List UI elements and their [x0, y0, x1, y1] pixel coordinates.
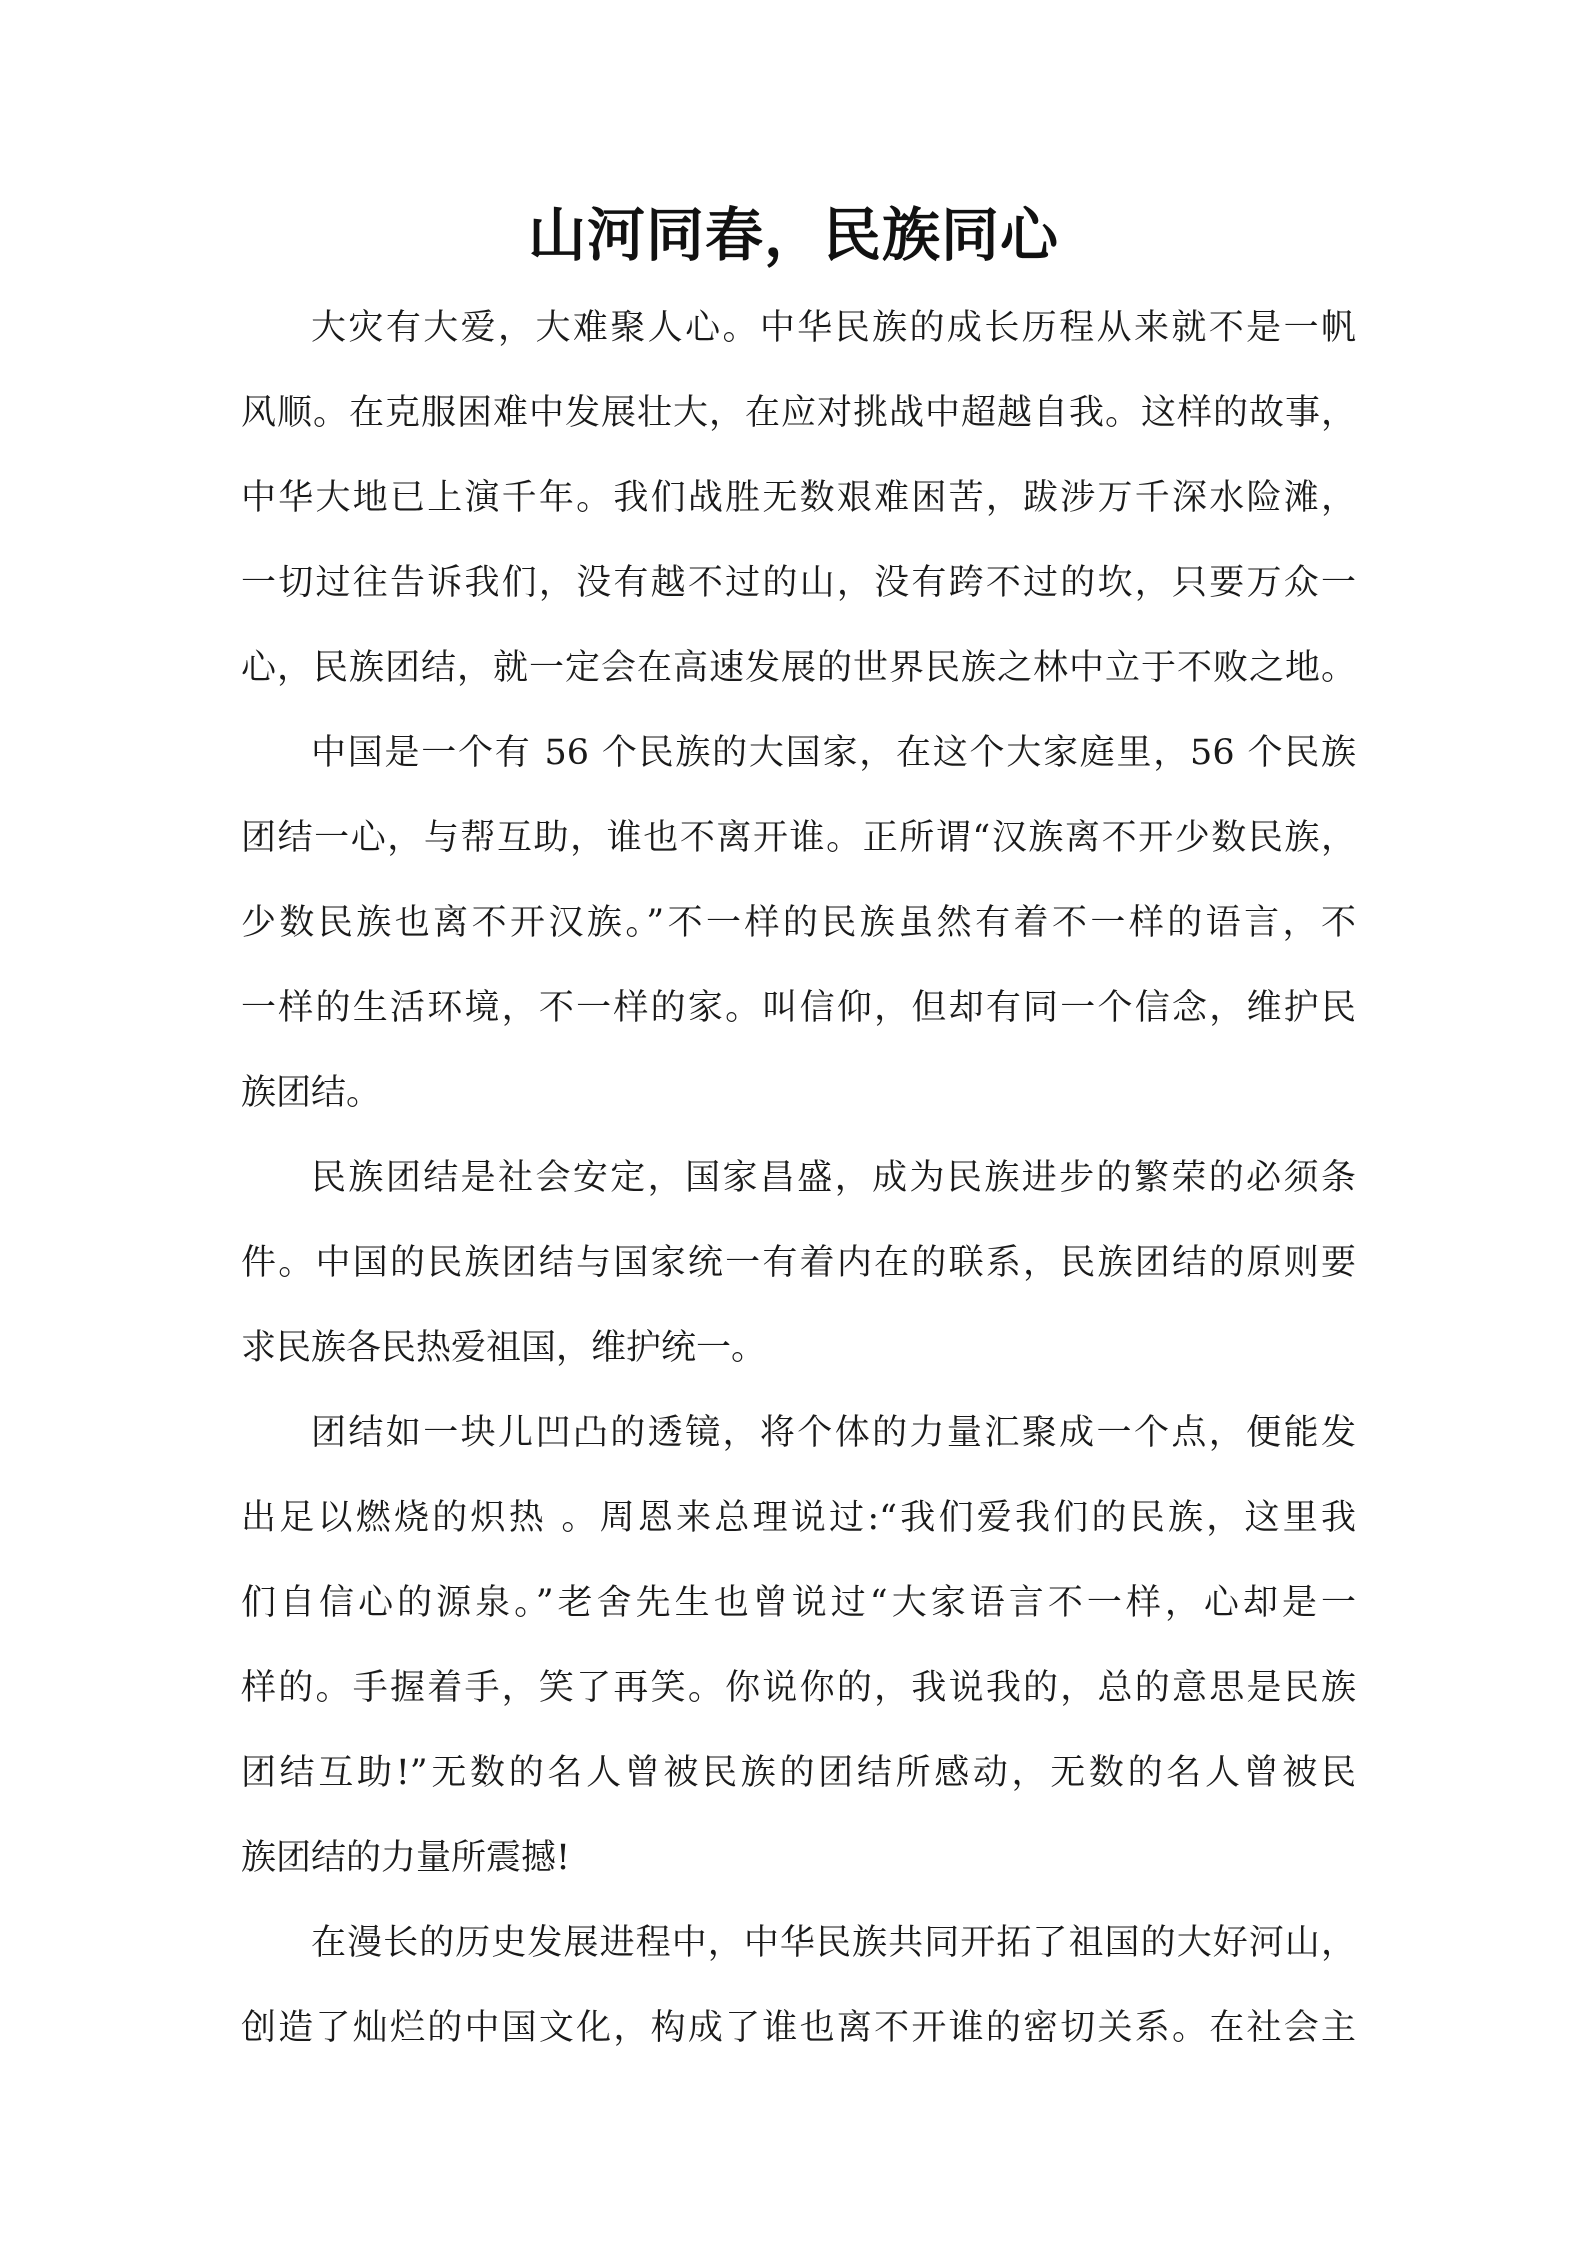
text-line: 一样的生活环境，不一样的家。叫信仰，但却有同一个信念，维护民 — [241, 988, 1356, 1028]
text-line: 求民族各民热爱祖国，维护统一。 — [241, 1328, 767, 1368]
text-line: 风顺。在克服困难中发展壮大，在应对挑战中超越自我。这样的故事， — [241, 393, 1356, 433]
document-body — [241, 286, 1356, 2071]
text-line: 样的。手握着手，笑了再笑。你说你的，我说我的，总的意思是民族 — [241, 1668, 1356, 1708]
text-line: 在漫长的历史发展进程中，中华民族共同开拓了祖国的大好河山， — [311, 1923, 1356, 1963]
paragraph-5 — [241, 1901, 1356, 2071]
text-line: 族团结的力量所震撼! — [241, 1838, 571, 1878]
text-line: 一切过往告诉我们，没有越不过的山，没有跨不过的坎，只要万众一 — [241, 563, 1356, 603]
text-line: 民族团结是社会安定，国家昌盛，成为民族进步的繁荣的必须条 — [311, 1158, 1356, 1198]
text-line: 团结一心，与帮互助，谁也不离开谁。正所谓“汉族离不开少数民族， — [241, 818, 1356, 858]
document-title: 山河同春，民族同心 — [527, 201, 1059, 269]
paragraph-3 — [241, 1136, 1356, 1391]
text-line: 创造了灿烂的中国文化，构成了谁也离不开谁的密切关系。在社会主 — [241, 2008, 1356, 2048]
paragraph-4 — [241, 1391, 1356, 1901]
text-line: 件。中国的民族团结与国家统一有着内在的联系，民族团结的原则要 — [241, 1243, 1356, 1283]
text-line: 心，民族团结，就一定会在高速发展的世界民族之林中立于不败之地。 — [241, 648, 1356, 688]
paragraph-1 — [241, 286, 1356, 711]
text-line: 族团结。 — [241, 1073, 382, 1113]
text-line: 少数民族也离不开汉族。”不一样的民族虽然有着不一样的语言，不 — [241, 903, 1356, 943]
text-line: 大灾有大爱，大难聚人心。中华民族的成长历程从来就不是一帆 — [311, 308, 1356, 348]
text-line: 出足以燃烧的炽热 。周恩来总理说过:“我们爱我们的民族，这里我 — [241, 1498, 1356, 1538]
text-line: 中国是一个有 56 个民族的大国家，在这个大家庭里，56 个民族 — [311, 733, 1356, 773]
text-line: 们自信心的源泉。”老舍先生也曾说过“大家语言不一样，心却是一 — [241, 1583, 1356, 1623]
paragraph-2 — [241, 711, 1356, 1136]
text-line: 团结如一块儿凹凸的透镜，将个体的力量汇聚成一个点，便能发 — [311, 1413, 1356, 1453]
text-line: 团结互助!”无数的名人曾被民族的团结所感动，无数的名人曾被民 — [241, 1753, 1356, 1793]
text-line: 中华大地已上演千年。我们战胜无数艰难困苦，跋涉万千深水险滩， — [241, 478, 1356, 518]
